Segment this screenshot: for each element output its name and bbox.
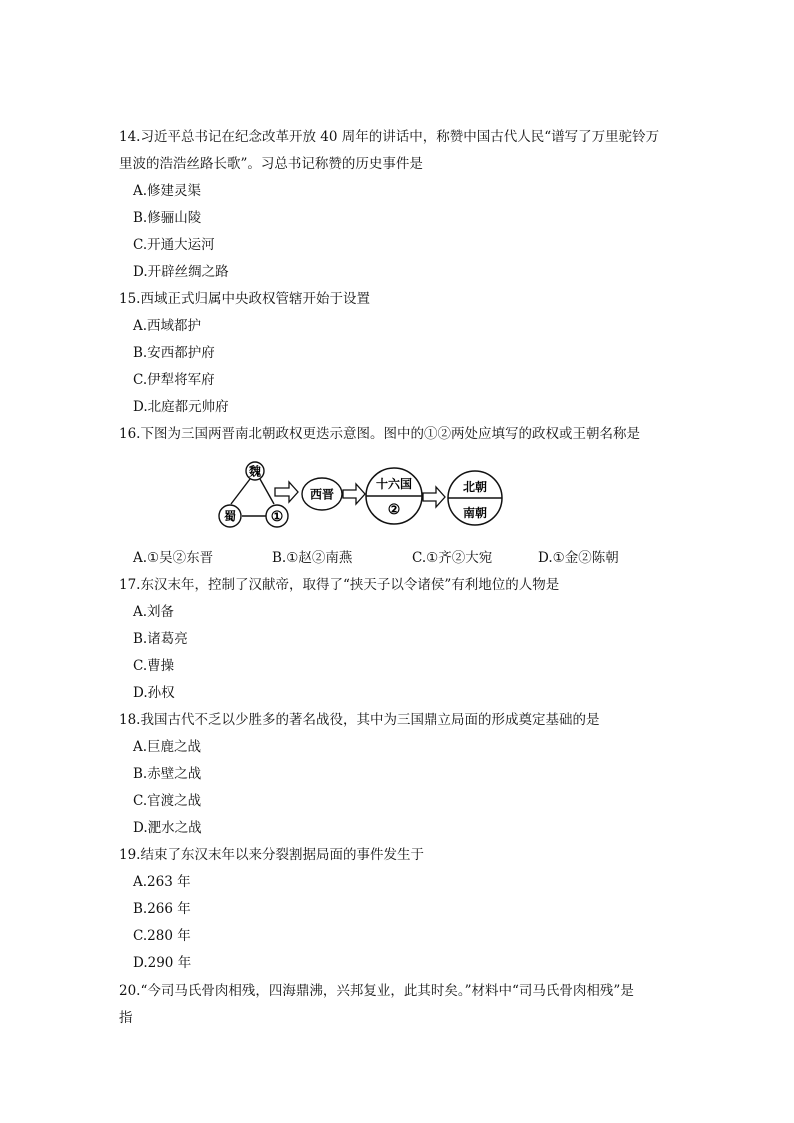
q14-stem-line2: 里波的浩浩丝路长歌”。习总书记称赞的历史事件是 (119, 156, 423, 172)
q17-option-b: B.诸葛亮 (133, 631, 188, 647)
q16-option-a: A.①吴②东晋 (133, 550, 214, 566)
q18-option-d: D.淝水之战 (133, 820, 202, 836)
nanchao-label: 南朝 (462, 506, 488, 520)
xijin-label: 西晋 (309, 487, 335, 502)
q16-stem: 16.下图为三国两晋南北朝政权更迭示意图。图中的①②两处应填写的政权或王朝名称是 (119, 426, 640, 442)
q15-option-a: A.西域都护 (133, 318, 202, 334)
q14-option-c: C.开通大运河 (133, 237, 215, 253)
q14-option-b: B.修骊山陵 (133, 210, 202, 226)
triangle-edge-right (260, 479, 274, 504)
q19-option-d: D.290 年 (133, 955, 192, 971)
q15-option-c: C.伊犁将军府 (133, 372, 215, 388)
q15-stem: 15.西域正式归属中央政权管辖开始于设置 (119, 291, 370, 307)
triangle-edge-left (231, 479, 250, 504)
q16-regime-diagram (210, 458, 510, 538)
blank1-label: ① (270, 509, 284, 525)
q14-stem-line1: 14.习近平总书记在纪念改革开放 40 周年的讲话中，称赞中国古代人民“谱写了万里驼铃万 (119, 129, 660, 145)
wei-label: 魏 (248, 464, 262, 479)
arrow-right-icon-2 (343, 484, 365, 504)
q15-option-b: B.安西都护府 (133, 345, 215, 361)
q18-option-b: B.赤壁之战 (133, 766, 202, 782)
q19-option-b: B.266 年 (133, 901, 191, 917)
q19-option-a: A.263 年 (133, 874, 191, 890)
q14-option-a: A.修建灵渠 (133, 183, 202, 199)
shu-label: 蜀 (223, 509, 237, 524)
q17-option-a: A.刘备 (133, 604, 175, 620)
q16-option-c: C.①齐②大宛 (412, 550, 493, 566)
sixteen-kingdoms-label: 十六国 (375, 477, 413, 491)
q16-option-d: D.①金②陈朝 (538, 550, 619, 566)
arrow-right-icon-1 (275, 482, 298, 502)
q18-option-c: C.官渡之战 (133, 793, 202, 809)
q15-option-d: D.北庭都元帅府 (133, 399, 229, 415)
q14-option-d: D.开辟丝绸之路 (133, 264, 229, 280)
q17-stem: 17.东汉末年，控制了汉献帝，取得了“挟天子以令诸侯”有利地位的人物是 (119, 577, 560, 593)
arrow-right-icon-3 (423, 487, 445, 507)
q19-stem: 19.结束了东汉末年以来分裂割据局面的事件发生于 (119, 847, 424, 863)
q18-option-a: A.巨鹿之战 (133, 739, 202, 755)
q17-option-d: D.孙权 (133, 685, 175, 701)
beichao-label: 北朝 (462, 480, 488, 494)
q19-option-c: C.280 年 (133, 928, 191, 944)
q20-stem-line1: 20.“今司马氏骨肉相残，四海鼎沸，兴邦复业，此其时矣。”材料中“司马氏骨肉相残”是 (119, 983, 634, 999)
q20-stem-line2: 指 (119, 1010, 133, 1026)
q17-option-c: C.曹操 (133, 658, 175, 674)
blank2-label: ② (387, 502, 401, 518)
q18-stem: 18.我国古代不乏以少胜多的著名战役，其中为三国鼎立局面的形成奠定基础的是 (119, 712, 600, 728)
q16-option-b: B.①赵②南燕 (272, 550, 353, 566)
